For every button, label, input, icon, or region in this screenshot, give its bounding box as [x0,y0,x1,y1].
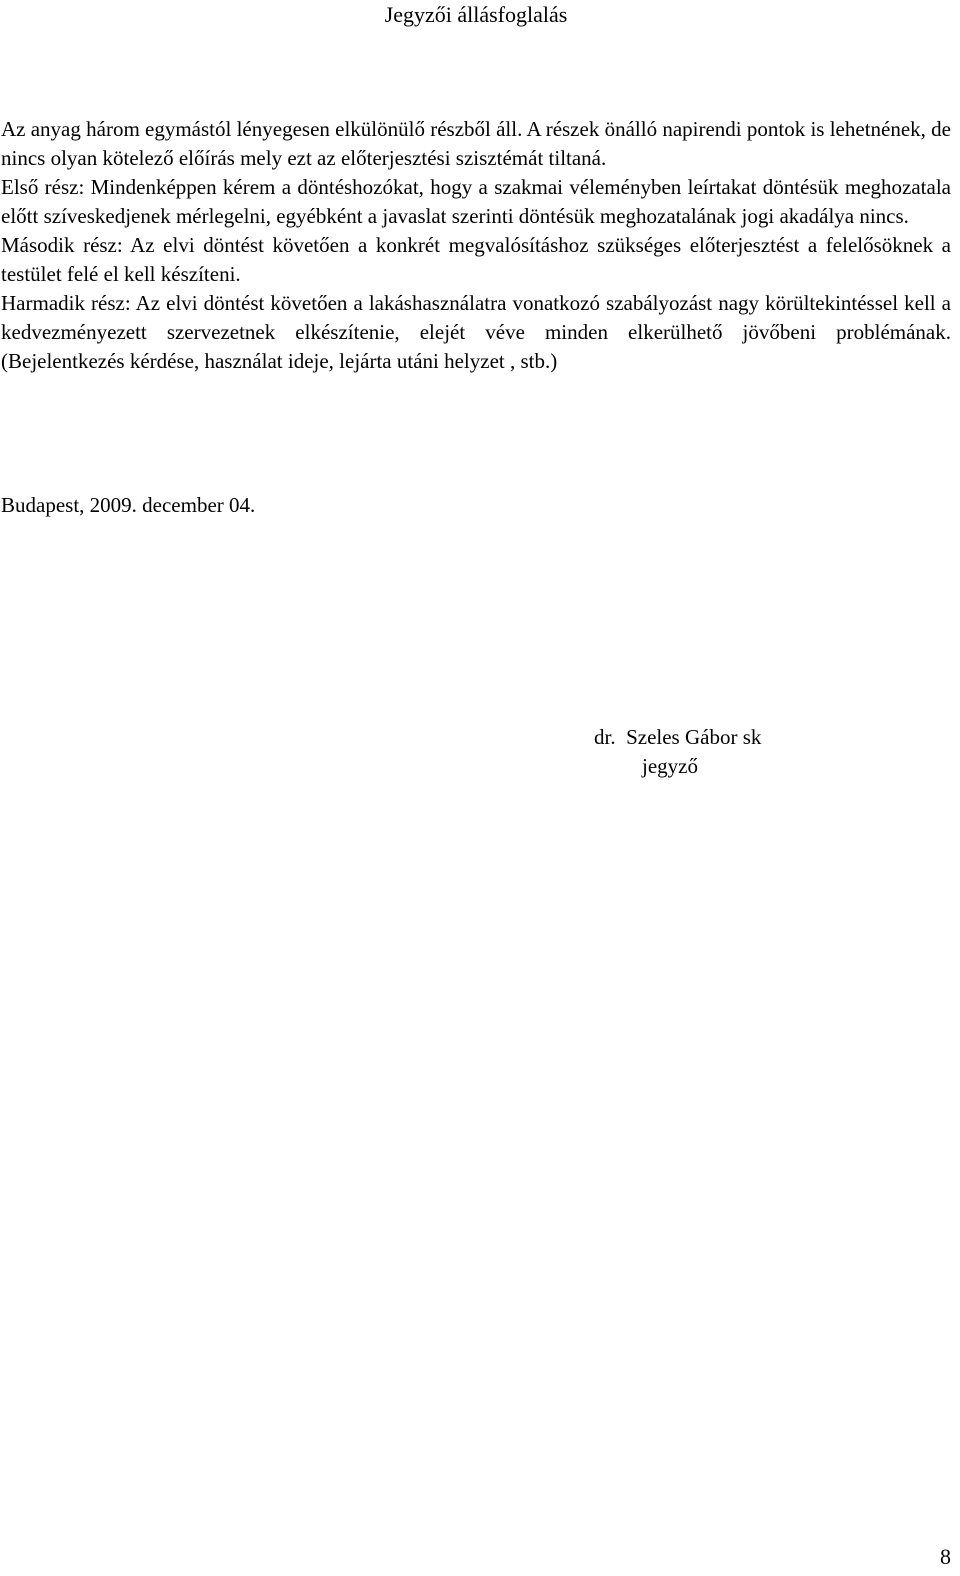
signature-block [594,723,854,781]
first-part-paragraph: Első rész: Mindenképpen kérem a döntéshozókat, hogy a szakmai véleményben leírtakat döntésük meghozatala előtt szíveskedjenek mérlegelni, egyébként a javaslat szerinti döntésük meghozatalának jogi akadálya nincs. [1,175,951,228]
page-number: 8 [940,1544,951,1569]
document-title: Jegyzői állásfoglalás [384,2,568,27]
document-body [1,115,951,376]
second-part-paragraph: Második rész: Az elvi döntést követően a konkrét megvalósításhoz szükséges előterjesztést a felelősöknek a testület felé el kell készíteni. [1,233,951,286]
place-and-date: Budapest, 2009. december 04. [1,493,256,517]
signatory-role: jegyző [642,754,698,778]
third-part-paragraph: Harmadik rész: Az elvi döntést követően a lakáshasználatra vonatkozó szabályozást nagy körültekintéssel kell a kedvezményezett szervezetnek elkészítenie, elejét véve minden elkerülhető jövőbeni problémának. (Bejelentkezés kérdése, használat ideje, lejárta utáni helyzet , stb.) [1,291,951,373]
intro-paragraph: Az anyag három egymástól lényegesen elkülönülő részből áll. A részek önálló napirendi pontok is lehetnének, de nincs olyan kötelező előírás mely ezt az előterjesztési szisztémát tiltaná. [1,117,951,170]
signatory-name: dr. Szeles Gábor sk [594,725,762,749]
